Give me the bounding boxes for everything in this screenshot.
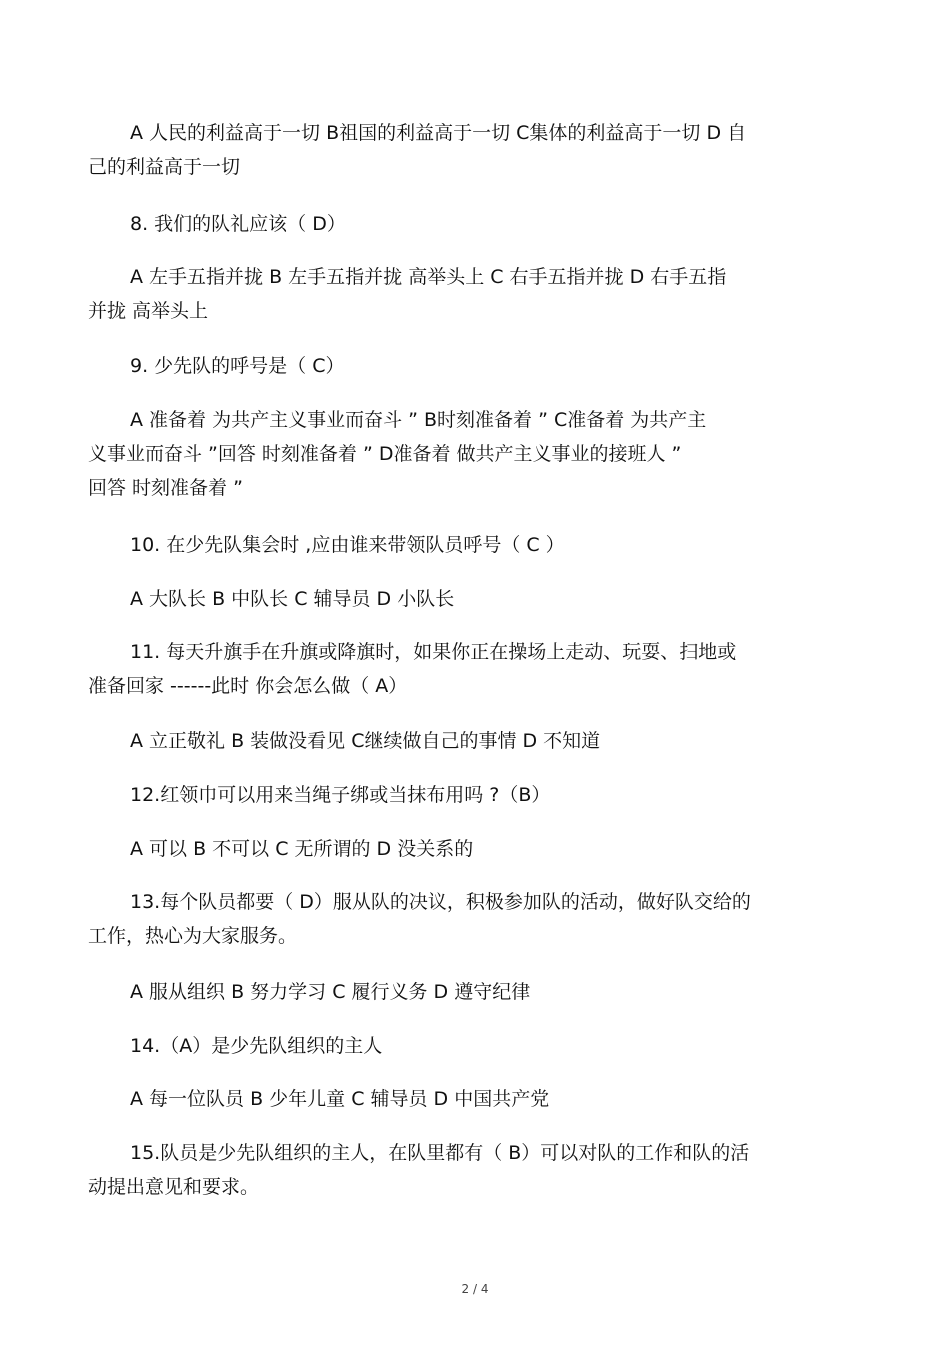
q8-question: 8. 我们的队礼应该（ D）: [130, 213, 346, 235]
q15-question-line-1: 15.队员是少先队组织的主人，在队里都有（ B）可以对队的工作和队的活: [130, 1142, 750, 1164]
q11-question-line-1: 11. 每天升旗手在升旗或降旗时，如果你正在操场上走动、玩耍、扫地或: [130, 641, 737, 663]
page-number: 2 / 4: [461, 1282, 489, 1296]
q9-options-line-1: A 准备着 为共产主义事业而奋斗 ” B时刻准备着 ” C准备着 为共产主: [130, 409, 707, 431]
q13-question-line-1: 13.每个队员都要（ D）服从队的决议，积极参加队的活动，做好队交给的: [130, 891, 751, 913]
q7-options-line-1: A 人民的利益高于一切 B祖国的利益高于一切 C集体的利益高于一切 D 自: [130, 122, 747, 144]
q9-question: 9. 少先队的呼号是（ C）: [130, 355, 345, 377]
q9-options-line-2: 义事业而奋斗 ”回答 时刻准备着 ” D准备着 做共产主义事业的接班人 ”: [88, 443, 682, 465]
q10-question: 10. 在少先队集会时 ,应由谁来带领队员呼号（ C ）: [130, 534, 565, 556]
q9-options-line-3: 回答 时刻准备着 ”: [88, 477, 243, 499]
q11-options: A 立正敬礼 B 装做没看见 C继续做自己的事情 D 不知道: [130, 730, 601, 752]
q10-options: A 大队长 B 中队长 C 辅导员 D 小队长: [130, 588, 455, 610]
q8-options-line-1: A 左手五指并拢 B 左手五指并拢 高举头上 C 右手五指并拢 D 右手五指: [130, 266, 727, 288]
q11-question-line-2: 准备回家 ------此时 你会怎么做（ A）: [88, 675, 408, 697]
q8-options-line-2: 并拢 高举头上: [88, 300, 209, 322]
q13-options: A 服从组织 B 努力学习 C 履行义务 D 遵守纪律: [130, 981, 531, 1003]
q7-options-line-2: 己的利益高于一切: [88, 156, 241, 178]
q12-question: 12.红领巾可以用来当绳子绑或当抹布用吗 ?（B）: [130, 784, 551, 806]
q15-question-line-2: 动提出意见和要求。: [88, 1176, 260, 1198]
q14-question: 14.（A）是少先队组织的主人: [130, 1035, 383, 1057]
q14-options: A 每一位队员 B 少年儿童 C 辅导员 D 中国共产党: [130, 1088, 550, 1110]
q13-question-line-2: 工作，热心为大家服务。: [88, 925, 298, 947]
q12-options: A 可以 B 不可以 C 无所谓的 D 没关系的: [130, 838, 474, 860]
